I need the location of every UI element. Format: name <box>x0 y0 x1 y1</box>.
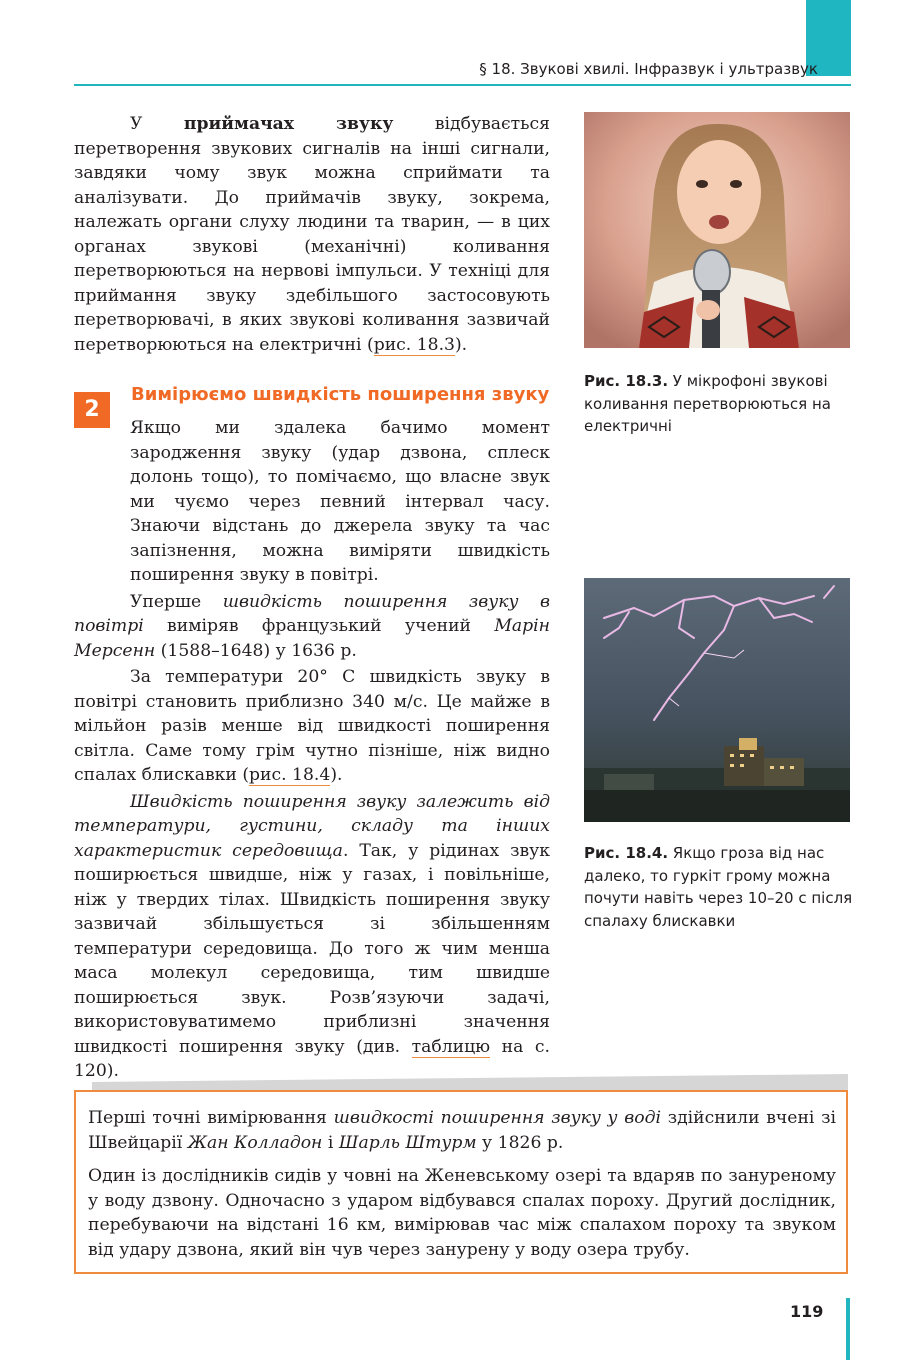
photo-girl-microphone <box>584 112 850 348</box>
note-paragraph-2: Один із дослідників сидів у човні на Женевському озері та вдаряв по зануреному у воду дзвону. Одночасно з ударом відбувався спалах пороху. Другий дослідник, перебуваючи на відстані 16 км, вимірював час між спалахом пороху та звуком від удару дзвона, який він чув через занурену у воду озера трубу. <box>88 1166 836 1260</box>
microphone-photo-illustration <box>584 112 850 348</box>
figure-caption-18-3: Рис. 18.3. У мікрофоні звукові коливання перетворюються на електричні <box>584 372 831 435</box>
photo-lightning <box>584 578 850 822</box>
paragraph-dependence: Швидкість поширення звуку залежить від температури, густини, складу та інших характеристик середовища. Так, у рідинах звук поширюється швидше, ніж у газах, і повільніше, ніж у твердих тілах. Швидкість поширення звуку зазвичай збільшується зі збільшенням температури середовища. До того ж чим менша маса молекул середовища, тим швидше поширюється звук. Розв’язуючи задачі, використовуватимемо приблизні значення швидкості поширення звуку (див. таблицю на с. 120). <box>74 791 551 1081</box>
running-header: § 18. Звукові хвилі. Інфразвук і ультразвук <box>479 60 818 78</box>
lightning-photo-illustration <box>584 578 850 822</box>
table-link[interactable]: таблицю <box>411 1036 491 1057</box>
header-rule <box>74 84 851 86</box>
paragraph-receivers: У приймачах звуку відбувається перетворення звукових сигналів на інші сигнали, завдяки чому звук можна сприймати та аналізувати. До приймачів звуку, зокрема, належать органи слуху людини та тварин, — в цих органах звукові (механічні) коливання перетворюються на нервові імпульси. У техніці для приймання звуку здебільшого застосовують перетворювачі, в яких звукові коливання зазвичай перетворюються на електричні (рис. 18.3). <box>74 114 550 355</box>
note-paragraph-1: Перші точні вимірювання швидкості поширення звуку у воді здійснили вчені зі Швейцарії Жан Колладон і Шарль Штурм у 1826 р. <box>88 1108 836 1153</box>
term-sound-receivers: приймачах звуку <box>183 114 394 134</box>
figure-link-18-4[interactable]: рис. 18.4 <box>249 765 331 785</box>
section-number-badge: 2 <box>74 392 110 428</box>
main-column-bottom <box>74 416 550 1084</box>
page-number-bar <box>846 1298 850 1360</box>
paragraph-mersenne: Уперше швидкість поширення звуку в повітрі виміряв французький учений Марін Мерсенн (1588–1648) у 1636 р. <box>74 591 550 661</box>
section-title: Вимірюємо швидкість поширення звуку <box>131 384 550 405</box>
figure-link-18-3[interactable]: рис. 18.3 <box>373 334 455 355</box>
main-column-top <box>74 112 550 357</box>
paragraph-delay: Якщо ми здалека бачимо момент зародження звуку (удар дзвона, сплеск долонь тощо), то помічаємо, що власне звук ми чуємо через певний інтервал часу. Знаючи відстань до джерела звуку та час запізнення, можна виміряти швидкість поширення звуку в повітрі. <box>130 418 550 585</box>
page-number: 119 <box>790 1302 824 1321</box>
figure-caption-18-4: Рис. 18.4. Якщо гроза від нас далеко, то гуркіт грому можна почути навіть через 10–20 с після спалаху блискавки <box>584 844 853 930</box>
note-box <box>74 1090 848 1274</box>
paragraph-speed-value: За температури 20° С швидкість звуку в повітрі становить приблизно 340 м/с. Це майже в мільйон разів менше від швидкості поширення світла. Саме тому грім чутно пізніше, ніж видно спалах блискавки (рис. 18.4). <box>74 667 550 785</box>
